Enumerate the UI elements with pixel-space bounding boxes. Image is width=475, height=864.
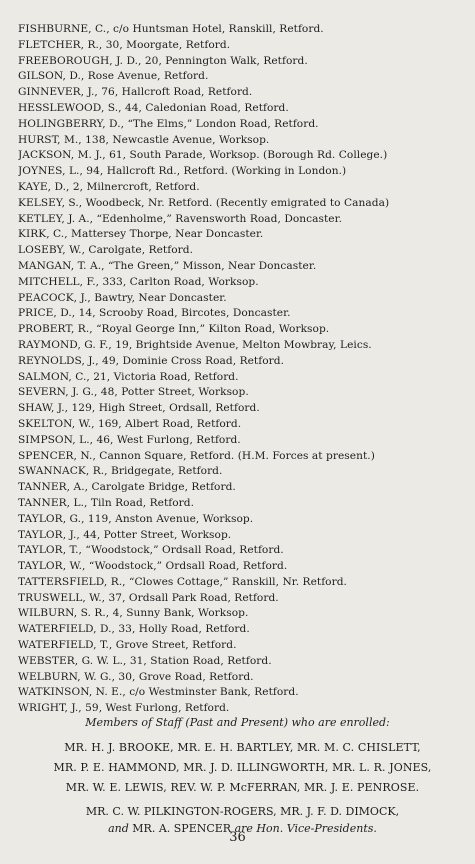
roster-entry: JOYNES, L., 94, Hallcroft Rd., Retford. (Working in London.) <box>18 165 347 178</box>
roster-entry: TATTERSFIELD, R., “Clowes Cottage,” Ranskill, Nr. Retford. <box>18 575 347 588</box>
roster-entry: WATKINSON, N. E., c/o Westminster Bank, Retford. <box>18 686 299 699</box>
roster-entry: WATERFIELD, T., Grove Street, Retford. <box>18 639 237 652</box>
vp-name: MR. A. SPENCER <box>132 822 232 835</box>
roster-entry: KETLEY, J. A., “Edenholme,” Ravensworth Road, Doncaster. <box>18 212 342 225</box>
vp-suffix: are Hon. Vice-Presidents. <box>234 822 377 835</box>
roster-entry: PEACOCK, J., Bawtry, Near Doncaster. <box>18 291 227 304</box>
staff-list <box>20 738 465 798</box>
roster-entry: SPENCER, N., Cannon Square, Retford. (H.M. Forces at present.) <box>18 449 375 462</box>
staff-line: MR. W. E. LEWIS, REV. W. P. McFERRAN, MR. J. E. PENROSE. <box>65 781 420 794</box>
roster-entry: MITCHELL, F., 333, Carlton Road, Worksop. <box>18 275 259 288</box>
roster-entry: SIMPSON, L., 46, West Furlong, Retford. <box>18 433 241 446</box>
roster-entry: WRIGHT, J., 59, West Furlong, Retford. <box>18 702 230 715</box>
roster-entry: FISHBURNE, C., c/o Huntsman Hotel, Ranskill, Retford. <box>18 23 324 35</box>
vp-and: and <box>108 822 129 835</box>
member-roster <box>18 22 463 717</box>
roster-entry: TAYLOR, T., “Woodstock,” Ordsall Road, Retford. <box>18 544 284 557</box>
roster-entry: FREEBOROUGH, J. D., 20, Pennington Walk, Retford. <box>18 54 308 67</box>
roster-entry: WILBURN, S. R., 4, Sunny Bank, Worksop. <box>18 607 249 620</box>
roster-entry: WATERFIELD, D., 33, Holly Road, Retford. <box>18 623 250 636</box>
roster-entry: SWANNACK, R., Bridgegate, Retford. <box>18 465 223 478</box>
roster-entry: WEBSTER, G. W. L., 31, Station Road, Retford. <box>18 654 272 667</box>
roster-entry: SKELTON, W., 169, Albert Road, Retford. <box>18 417 242 430</box>
roster-entry: TAYLOR, W., “Woodstock,” Ordsall Road, Retford. <box>18 560 288 573</box>
roster-entry: SALMON, C., 21, Victoria Road, Retford. <box>18 370 239 383</box>
roster-entry: GILSON, D., Rose Avenue, Retford. <box>18 70 209 83</box>
page-number: 36 <box>229 830 246 845</box>
roster-entry: TAYLOR, G., 119, Anston Avenue, Worksop. <box>18 512 254 525</box>
roster-entry: KAYE, D., 2, Milnercroft, Retford. <box>18 180 200 193</box>
roster-entry: MANGAN, T. A., “The Green,” Misson, Near Doncaster. <box>18 259 317 272</box>
roster-entry: TANNER, A., Carolgate Bridge, Retford. <box>18 481 236 494</box>
roster-entry: HOLINGBERRY, D., “The Elms,” London Road, Retford. <box>18 117 319 130</box>
roster-entry: PROBERT, R., “Royal George Inn,” Kilton Road, Worksop. <box>18 323 330 336</box>
roster-entry: LOSEBY, W., Carolgate, Retford. <box>18 244 193 257</box>
roster-entry: HURST, M., 138, Newcastle Avenue, Worksop. <box>18 133 270 146</box>
roster-entry: FLETCHER, R., 30, Moorgate, Retford. <box>18 38 231 51</box>
roster-entry: HESSLEWOOD, S., 44, Caledonian Road, Retford. <box>18 101 289 114</box>
roster-entry: KELSEY, S., Woodbeck, Nr. Retford. (Recently emigrated to Canada) <box>18 196 390 209</box>
roster-entry: JACKSON, M. J., 61, South Parade, Worksop. (Borough Rd. College.) <box>18 149 388 162</box>
roster-entry: SHAW, J., 129, High Street, Ordsall, Retford. <box>18 402 260 415</box>
staff-line: MR. H. J. BROOKE, MR. E. H. BARTLEY, MR. M. C. CHISLETT, <box>64 741 421 754</box>
roster-entry: KIRK, C., Mattersey Thorpe, Near Doncaster. <box>18 228 264 241</box>
roster-entry: REYNOLDS, J., 49, Dominie Cross Road, Retford. <box>18 354 284 367</box>
roster-entry: TANNER, L., Tiln Road, Retford. <box>18 496 195 509</box>
staff-heading: Members of Staff (Past and Present) who are enrolled: <box>85 716 390 729</box>
roster-entry: PRICE, D., 14, Scrooby Road, Bircotes, Doncaster. <box>18 307 291 320</box>
roster-entry: RAYMOND, G. F., 19, Brightside Avenue, Melton Mowbray, Leics. <box>18 338 372 351</box>
roster-entry: SEVERN, J. G., 48, Potter Street, Worksop. <box>18 386 249 399</box>
vice-presidents-line: MR. C. W. PILKINGTON-ROGERS, MR. J. F. D. DIMOCK, <box>85 805 400 818</box>
roster-entry: GINNEVER, J., 76, Hallcroft Road, Retford. <box>18 86 253 99</box>
roster-entry: TAYLOR, J., 44, Potter Street, Worksop. <box>18 528 232 541</box>
roster-entry: TRUSWELL, W., 37, Ordsall Park Road, Retford. <box>18 591 279 604</box>
roster-entry: WELBURN, W. G., 30, Grove Road, Retford. <box>18 670 254 683</box>
staff-line: MR. P. E. HAMMOND, MR. J. D. ILLINGWORTH, MR. L. R. JONES, <box>53 761 432 774</box>
